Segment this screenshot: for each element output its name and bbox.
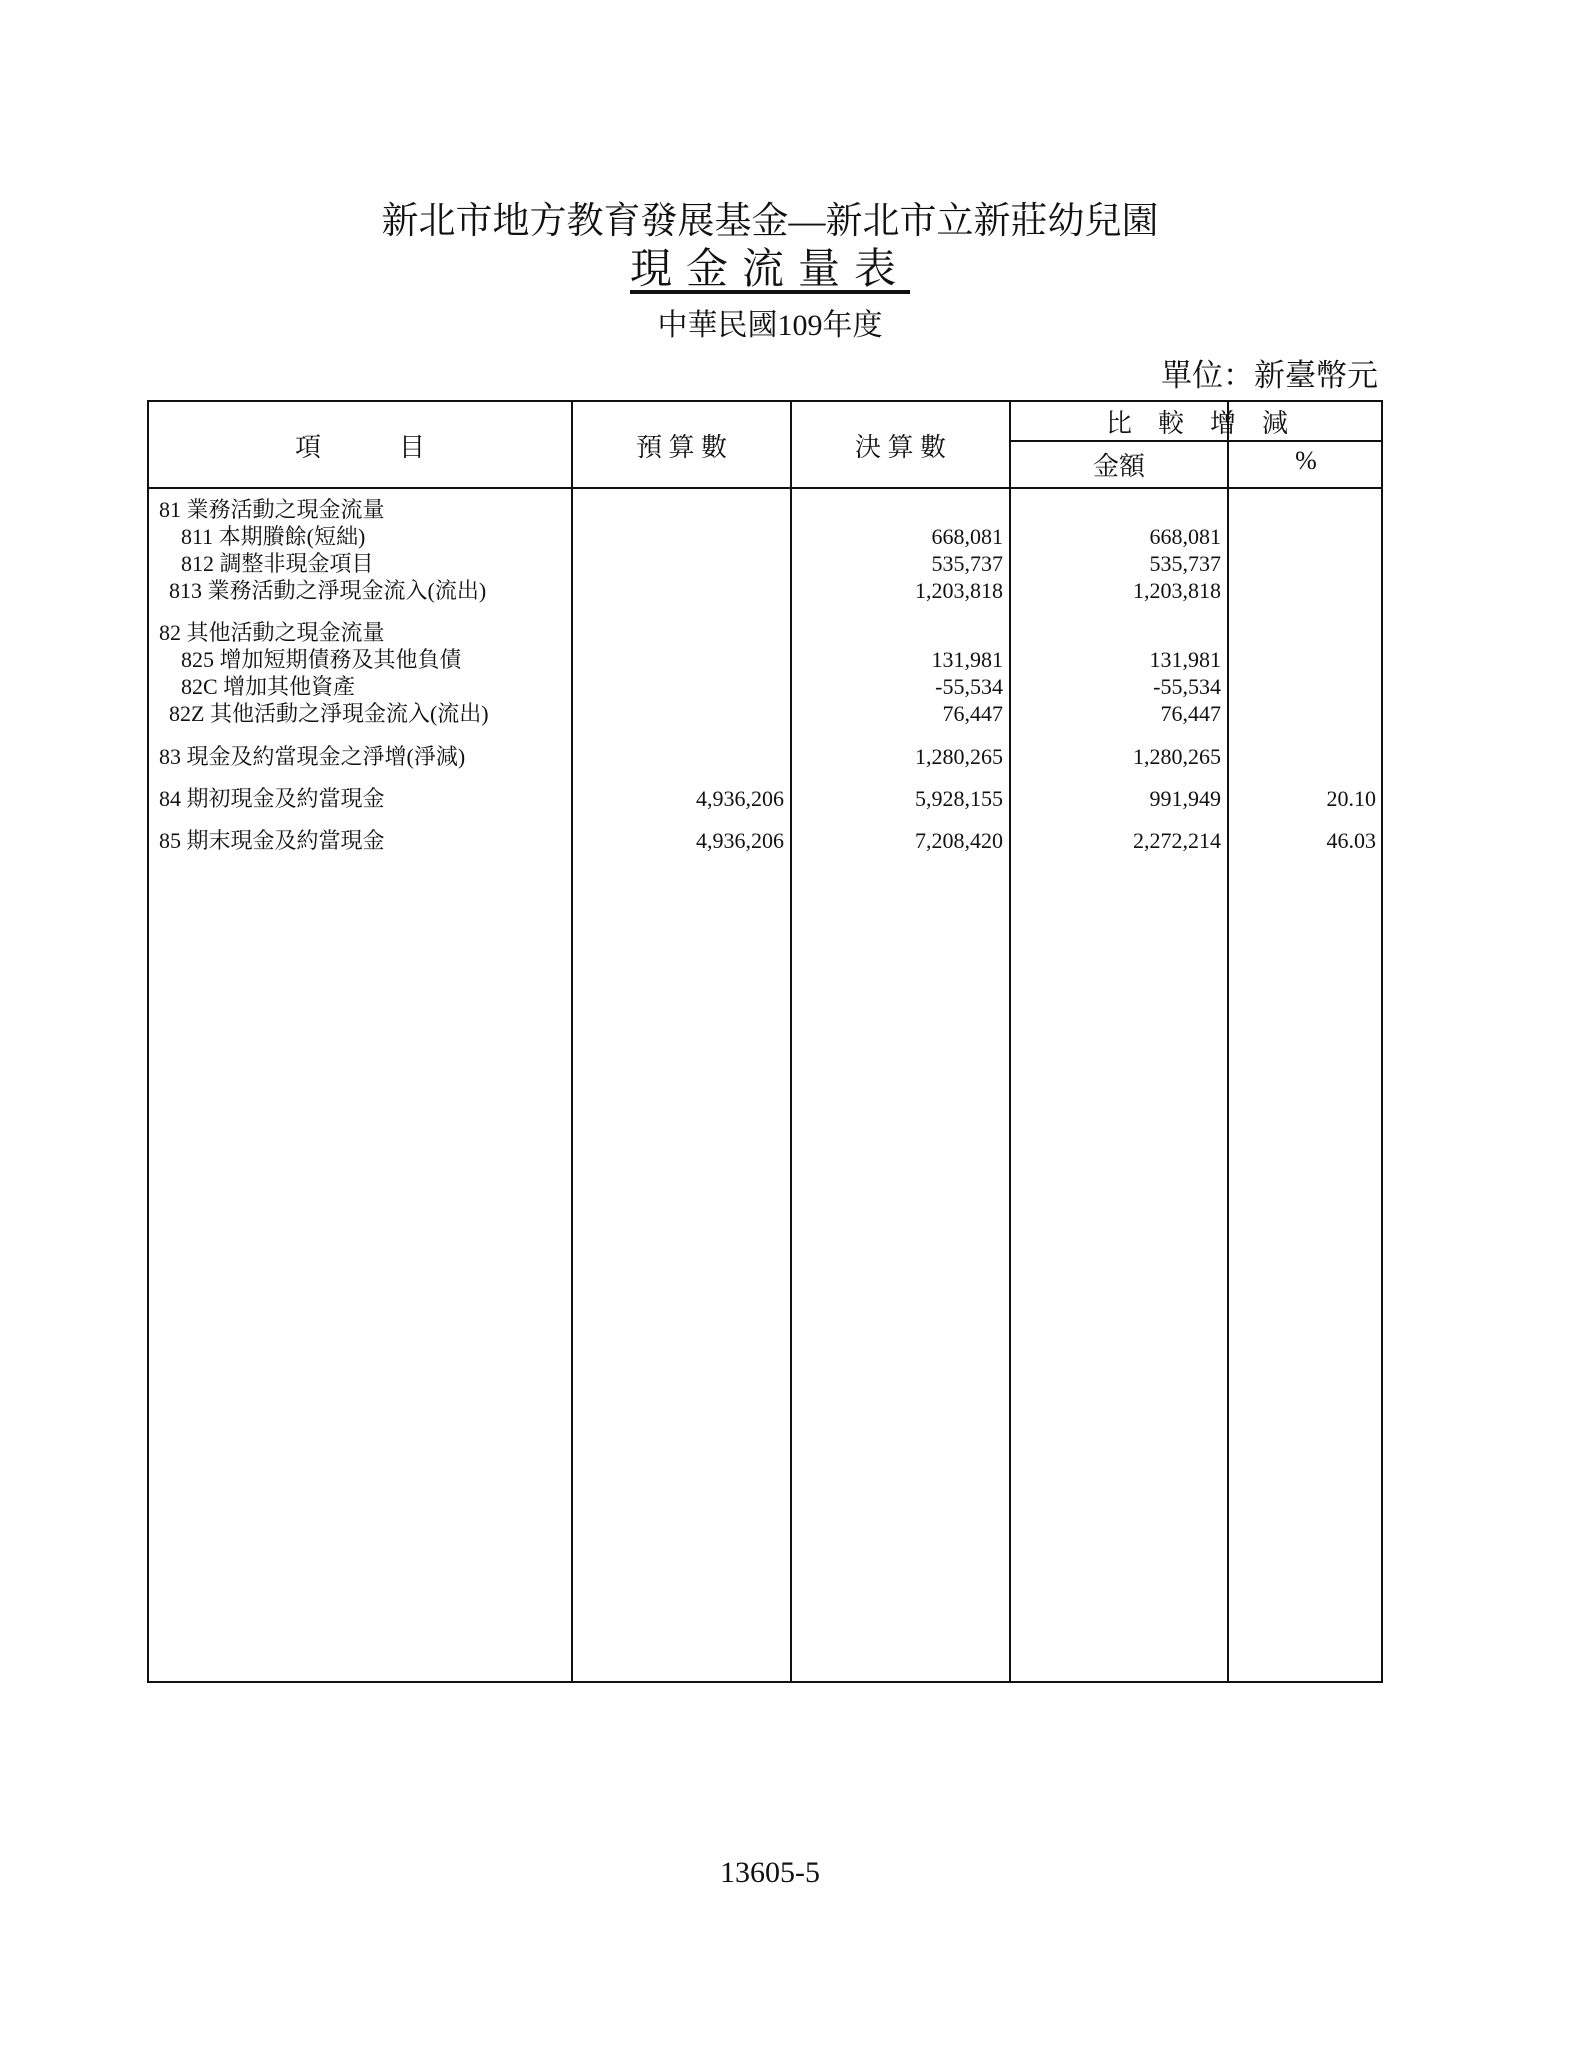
column-header-comparison: 比 較 增 減	[1105, 409, 1288, 438]
header-subdivider	[1009, 440, 1383, 442]
fiscal-year: 中華民國109年度	[657, 309, 883, 342]
row-actual-value: 5,928,155	[915, 786, 1003, 811]
organization-title: 新北市地方教育發展基金—新北市立新莊幼兒園	[381, 201, 1159, 242]
column-divider	[571, 402, 573, 1681]
row-amount-value: 2,272,214	[1133, 828, 1221, 853]
row-percent-value: 46.03	[1326, 828, 1376, 853]
row-amount-value: 1,280,265	[1133, 744, 1221, 769]
row-actual-value: 1,280,265	[915, 744, 1003, 769]
row-amount-value: -55,534	[1153, 674, 1221, 699]
row-actual-value: -55,534	[935, 674, 1003, 699]
row-actual-value: 7,208,420	[915, 828, 1003, 853]
row-item-label: 82Z 其他活動之淨現金流入(流出)	[169, 701, 489, 726]
cash-flow-table	[147, 400, 1383, 1683]
row-budget-value: 4,936,206	[696, 828, 784, 853]
row-actual-value: 535,737	[931, 551, 1003, 576]
row-percent-value: 20.10	[1326, 786, 1376, 811]
row-item-label: 811 本期賸餘(短絀)	[181, 524, 366, 549]
row-item-label: 82 其他活動之現金流量	[159, 620, 385, 645]
row-budget-value: 4,936,206	[696, 786, 784, 811]
row-item-label: 85 期末現金及約當現金	[159, 828, 385, 853]
row-actual-value: 668,081	[931, 524, 1003, 549]
row-item-label: 825 增加短期債務及其他負債	[181, 647, 462, 672]
row-actual-value: 1,203,818	[915, 578, 1003, 603]
column-header-item: 項 目	[294, 433, 425, 462]
row-item-label: 83 現金及約當現金之淨增(淨減)	[159, 744, 466, 769]
row-item-label: 81 業務活動之現金流量	[159, 497, 385, 522]
row-item-label: 812 調整非現金項目	[181, 551, 374, 576]
column-header-amount: 金額	[1092, 452, 1145, 481]
row-actual-value: 76,447	[942, 701, 1003, 726]
column-header-percent: %	[1295, 446, 1317, 475]
document-title: 現金流量表	[629, 247, 910, 293]
row-item-label: 82C 增加其他資產	[181, 674, 356, 699]
row-amount-value: 991,949	[1149, 786, 1221, 811]
currency-unit: 單位：新臺幣元	[1161, 358, 1378, 393]
row-amount-value: 668,081	[1149, 524, 1221, 549]
row-actual-value: 131,981	[931, 647, 1003, 672]
column-header-actual: 決 算 數	[854, 433, 946, 462]
row-amount-value: 76,447	[1160, 701, 1221, 726]
row-item-label: 813 業務活動之淨現金流入(流出)	[169, 578, 487, 603]
row-amount-value: 131,981	[1149, 647, 1221, 672]
row-item-label: 84 期初現金及約當現金	[159, 786, 385, 811]
header-bottom-rule	[149, 487, 1383, 489]
page-number: 13605-5	[720, 1856, 820, 1889]
row-amount-value: 1,203,818	[1133, 578, 1221, 603]
row-amount-value: 535,737	[1149, 551, 1221, 576]
column-divider	[1227, 402, 1229, 1681]
column-header-budget: 預 算 數	[635, 433, 727, 462]
